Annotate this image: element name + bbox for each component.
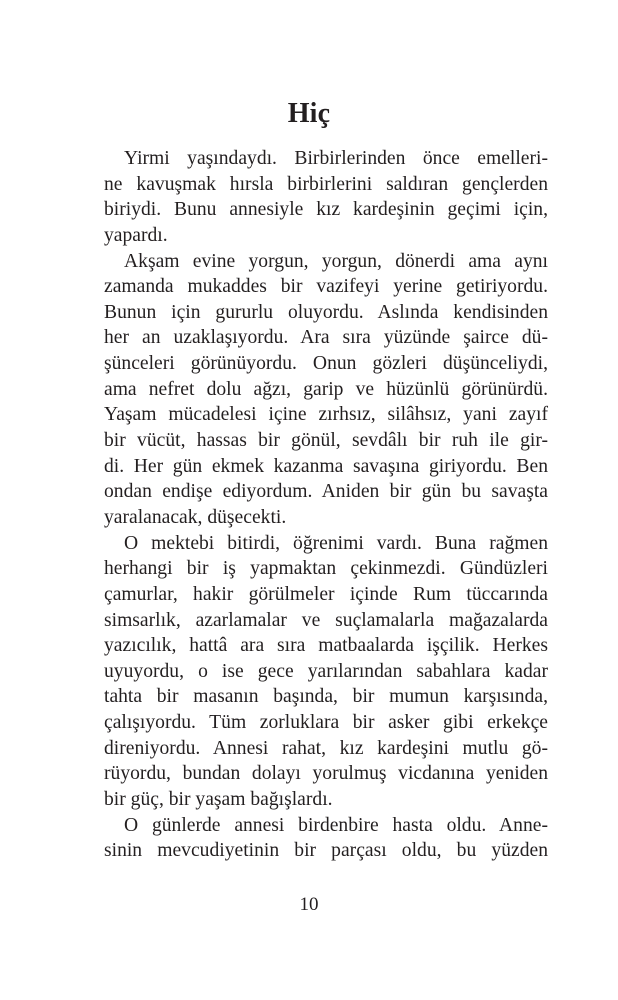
text-line: rüyordu, bundan dolayı yorulmuş vicdanına yeniden <box>104 763 548 785</box>
text-line: Akşam evine yorgun, yorgun, dönerdi ama aynı <box>124 250 548 272</box>
text-line: bir güç, bir yaşam bağışlardı. <box>104 789 333 811</box>
text-line: Yaşam mücadelesi içine zırhsız, silâhsız, yani zayıf <box>104 404 548 426</box>
paragraph <box>104 813 548 864</box>
text-line: herhangi bir iş yapmaktan çekinmezdi. Gündüzleri <box>104 558 548 580</box>
page-number: 10 <box>299 894 319 915</box>
text-line: O günlerde annesi birdenbire hasta oldu. Anne- <box>124 814 548 836</box>
text-line: her an uzaklaşıyordu. Ara sıra yüzünde şairce dü- <box>104 327 548 349</box>
text-line: ne kavuşmak hırsla birbirlerini saldıran gençlerden <box>104 173 548 195</box>
text-line: çamurlar, hakir görülmeler içinde Rum tüccarında <box>104 583 548 605</box>
text-line: tahta bir masanın başında, bir mumun karşısında, <box>104 686 548 708</box>
text-line: Bunun için gururlu oluyordu. Aslında kendisinden <box>104 301 548 323</box>
text-line: Yirmi yaşındaydı. Birbirlerinden önce emelleri- <box>124 148 548 169</box>
paragraph <box>104 249 548 531</box>
paragraph <box>104 146 548 249</box>
text-line: direniyordu. Annesi rahat, kız kardeşini mutlu gö- <box>104 737 548 759</box>
text-line: ama nefret dolu ağzı, garip ve hüzünlü görünürdü. <box>104 378 548 400</box>
chapter-title: Hiç <box>287 98 331 129</box>
text-line: zamanda mukaddes bir vazifeyi yerine getiriyordu. <box>104 276 548 298</box>
text-line: O mektebi bitirdi, öğrenimi vardı. Buna rağmen <box>124 532 548 554</box>
text-line: sinin mevcudiyetinin bir parçası oldu, bu yüzden <box>104 840 548 862</box>
text-line: yazıcılık, hattâ ara sıra matbaalarda işçilik. Herkes <box>104 635 548 657</box>
text-line: şünceleri görünüyordu. Onun gözleri düşünceliydi, <box>104 353 548 375</box>
body-text <box>104 146 548 864</box>
text-line: simsarlık, azarlamalar ve suçlamalarla mağazalarda <box>104 609 548 631</box>
text-line: bir vücüt, hassas bir gönül, sevdâlı bir ruh ile gir- <box>104 430 548 452</box>
text-line: yapardı. <box>104 224 168 246</box>
text-line: ondan endişe ediyordum. Aniden bir gün bu savaşta <box>104 481 548 503</box>
paragraph <box>104 531 548 813</box>
text-line: biriydi. Bunu annesiyle kız kardeşinin geçimi için, <box>104 199 548 221</box>
text-line: uyuyordu, o ise gece yarılarından sabahlara kadar <box>104 660 548 682</box>
text-line: di. Her gün ekmek kazanma savaşına giriyordu. Ben <box>104 455 548 477</box>
text-line: çalışıyordu. Tüm zorluklara bir asker gibi erkekçe <box>104 712 548 734</box>
text-line: yaralanacak, düşecekti. <box>104 506 287 528</box>
